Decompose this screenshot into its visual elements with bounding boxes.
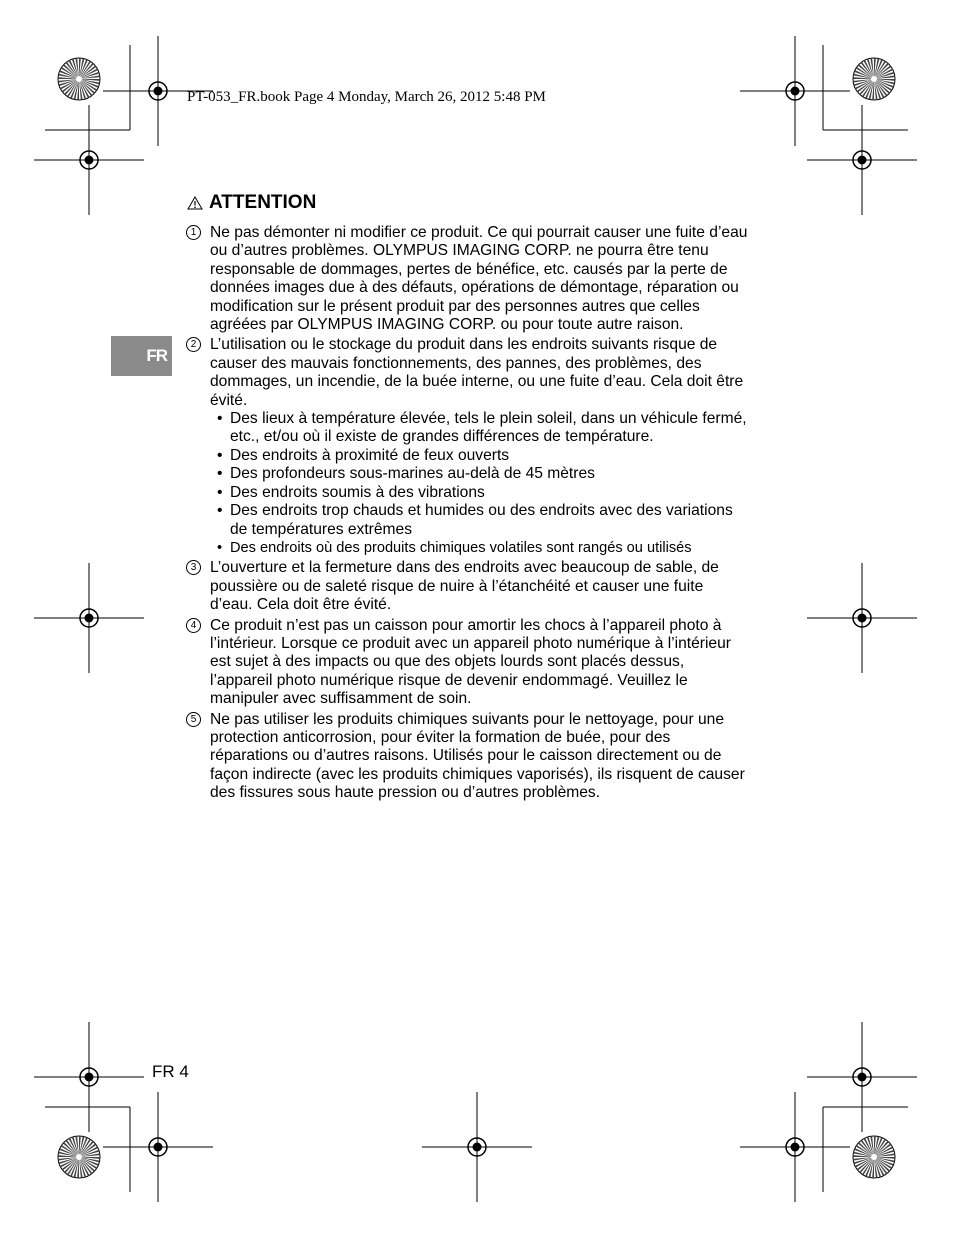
caution-text: Ne pas démonter ni modifier ce produit. Ce qui pourrait causer une fuite d’eau ou d’autres problèmes. OLYMPUS IMAGING CORP. ne pourra être tenu responsable de dommages, pertes de bénéfice, etc. causés par la perte de données images due à des défauts, opérations de démontage, réparation ou modification sur le présent produit par des personnes autres que celles agréées par OLYMPUS IMAGING CORP. ou pour toute autre raison. [210,224,748,334]
circled-number: 2 [186,337,201,352]
section-title [187,192,316,214]
language-tab: FR [111,336,172,376]
page-number: FR 4 [152,1062,189,1081]
caution-text: Ce produit n’est pas un caisson pour amortir les chocs à l’appareil photo à l’intérieur. Lorsque ce produit avec un appareil photo numérique à l’intérieur est sujet à des impacts ou que des objets lourds sont placés dessus, l’appareil photo numérique risque de devenir endommagé. Veuillez le manipuler avec suffisamment de soin. [210,616,731,708]
section-title-text: ATTENTION [209,192,317,213]
caution-item [184,711,749,803]
caution-item [184,559,749,614]
bullet-item: • Des profondeurs sous-marines au-delà de 45 mètres [210,465,749,483]
caution-text: L’ouverture et la fermeture dans des endroits avec beaucoup de sable, de poussière ou de saleté risque de nuire à l’étanchéité et causer une fuite d’eau. Cela doit être évité. [210,559,719,614]
circled-number: 3 [186,560,201,575]
warning-triangle-icon [187,196,203,210]
location-bullet-list [210,410,749,557]
bullet-item: • Des endroits trop chauds et humides ou des endroits avec des variations de températures extrêmes [210,502,749,539]
circled-number: 5 [186,712,201,727]
caution-item [184,336,749,557]
bullet-item: • Des endroits où des produits chimiques volatiles sont rangés ou utilisés [210,539,749,557]
bullet-item: • Des endroits à proximité de feux ouverts [210,447,749,465]
book-info-header: PT-053_FR.book Page 4 Monday, March 26, 2012 5:48 PM [187,89,546,105]
caution-item [184,617,749,709]
circled-number: 1 [186,225,201,240]
bullet-item: • Des lieux à température élevée, tels le plein soleil, dans un véhicule fermé, etc., et/ou où il existe de grandes différences de température. [210,410,749,447]
circled-number: 4 [186,618,201,633]
caution-text: Ne pas utiliser les produits chimiques suivants pour le nettoyage, pour une protection anticorrosion, pour éviter la formation de buée, pour des réparations ou d’autres raisons. Utilisés pour le caisson directement ou de façon indirecte (avec les produits chimiques vaporisés), ils risquent de causer des fissures sous haute pression ou d’autres problèmes. [210,710,745,802]
caution-item [184,224,749,334]
caution-text: L’utilisation ou le stockage du produit dans les endroits suivants risque de causer des mauvais fonctionnements, des pannes, des problèmes, des dommages, un incendie, de la buée interne, ou une fuite d’eau. Cela doit être évité. [210,336,744,409]
bullet-item: • Des endroits soumis à des vibrations [210,484,749,502]
caution-list [184,224,749,805]
